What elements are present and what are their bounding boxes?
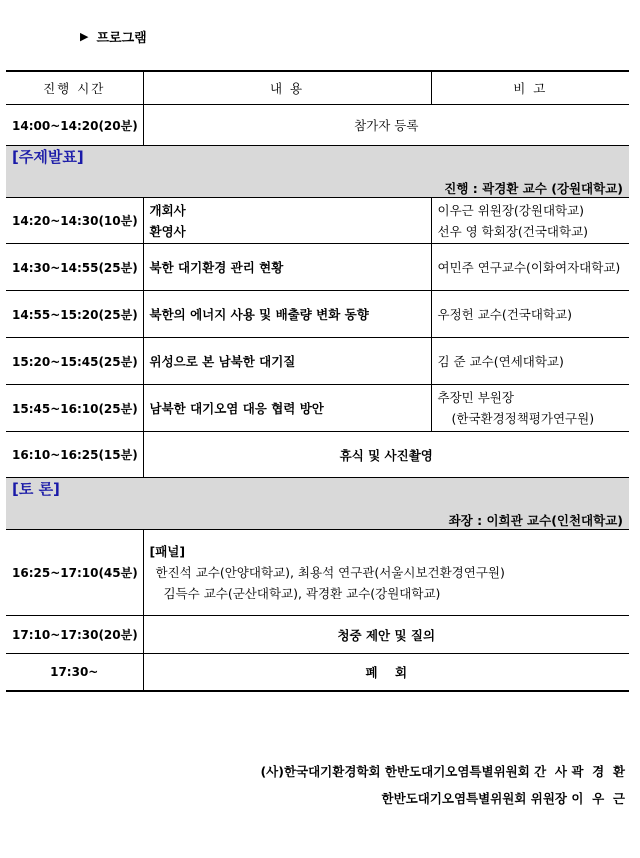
panel-line: 김득수 교수(군산대학교), 곽경환 교수(강원대학교) xyxy=(163,586,441,601)
note-line: 추장민 부원장 xyxy=(437,390,514,405)
footer-line-2: 한반도대기오염특별위원회 위원장 이 우 근 xyxy=(381,791,625,806)
note-line: 선우 영 학회장(건국대학교) xyxy=(437,223,589,239)
row-note: 여민주 연구교수(이화여자대학교) xyxy=(431,244,629,291)
panel-label: [패널] xyxy=(149,544,186,559)
table-row xyxy=(6,198,629,244)
header-time: 진행 시간 xyxy=(6,71,143,105)
note-line: (한국환경정책평가연구원) xyxy=(451,411,595,426)
program-heading xyxy=(80,27,147,46)
row-time: 15:45~16:10(25분) xyxy=(6,385,143,432)
row-time: 14:30~14:55(25분) xyxy=(6,244,143,291)
row-time: 14:20~14:30(10분) xyxy=(6,198,143,244)
row-content xyxy=(143,530,629,616)
row-note xyxy=(431,385,629,432)
program-title: 프로그램 xyxy=(96,31,147,46)
row-note: 우정헌 교수(건국대학교) xyxy=(431,291,629,338)
row-time: 14:00~14:20(20분) xyxy=(6,105,143,146)
section-chair: 좌장 : 이희관 교수(인천대학교) xyxy=(448,513,623,528)
table-row xyxy=(6,105,629,146)
row-time: 17:30~ xyxy=(6,654,143,691)
content-line: 환영사 xyxy=(149,223,186,239)
row-time: 16:10~16:25(15분) xyxy=(6,432,143,478)
table-header-row xyxy=(6,71,629,105)
row-time: 15:20~15:45(25분) xyxy=(6,338,143,385)
footer-line-1: (사)한국대기환경학회 한반도대기오염특별위원회 간 사 곽 경 환 xyxy=(260,764,625,779)
section-chair: 진행 : 곽경환 교수 (강원대학교) xyxy=(444,181,623,196)
row-note: 김 준 교수(연세대학교) xyxy=(431,338,629,385)
row-content: 폐 회 xyxy=(143,654,629,691)
table-row xyxy=(6,432,629,478)
section-row-discussion xyxy=(6,478,629,530)
table-row xyxy=(6,385,629,432)
panel-line: 한진석 교수(안양대학교), 최용석 연구관(서울시보건환경연구원) xyxy=(155,565,505,580)
section-title: [토 론] xyxy=(12,480,60,498)
table-row xyxy=(6,654,629,691)
row-time: 14:55~15:20(25분) xyxy=(6,291,143,338)
row-content: 북한 대기환경 관리 현황 xyxy=(143,244,431,291)
table-row xyxy=(6,338,629,385)
row-time: 16:25~17:10(45분) xyxy=(6,530,143,616)
table-row xyxy=(6,291,629,338)
row-content: 위성으로 본 남북한 대기질 xyxy=(143,338,431,385)
section-row-keynote xyxy=(6,146,629,198)
header-content: 내 용 xyxy=(143,71,431,105)
row-content: 북한의 에너지 사용 및 배출량 변화 동향 xyxy=(143,291,431,338)
row-content xyxy=(143,198,431,244)
table-row xyxy=(6,244,629,291)
program-table xyxy=(6,70,629,692)
row-content: 참가자 등록 xyxy=(143,105,629,146)
row-content: 남북한 대기오염 대응 협력 방안 xyxy=(143,385,431,432)
content-line: 개회사 xyxy=(149,202,186,218)
triangle-right-icon: ▶ xyxy=(80,30,89,43)
table-row xyxy=(6,530,629,616)
table-row xyxy=(6,616,629,654)
row-content: 청중 제안 및 질의 xyxy=(143,616,629,654)
section-title: [주제발표] xyxy=(12,148,84,166)
header-note: 비 고 xyxy=(431,71,629,105)
row-note xyxy=(431,198,629,244)
note-line: 이우근 위원장(강원대학교) xyxy=(437,202,585,218)
row-time: 17:10~17:30(20분) xyxy=(6,616,143,654)
row-content: 휴식 및 사진촬영 xyxy=(143,432,629,478)
